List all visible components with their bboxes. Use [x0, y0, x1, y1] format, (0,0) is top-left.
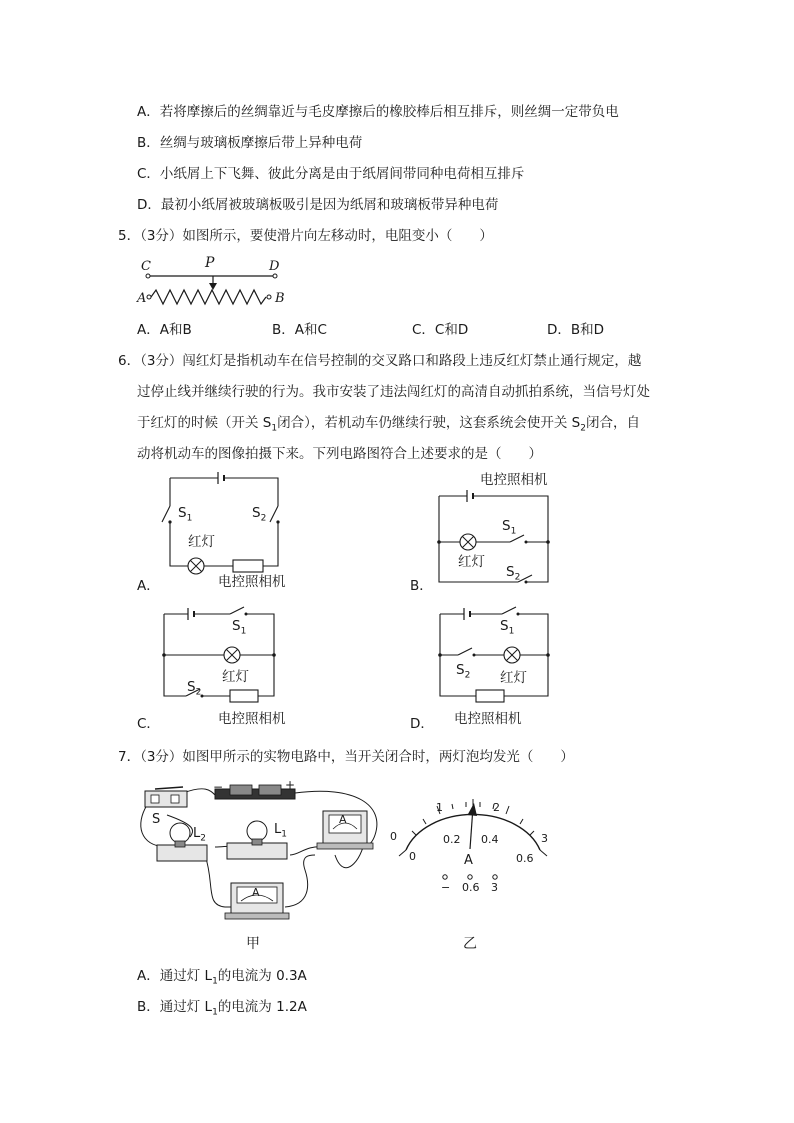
- circuit-d-lamp-label: 红灯: [500, 670, 527, 686]
- switch-s2: [458, 648, 472, 655]
- label-p: P: [205, 255, 215, 271]
- q5-option-d: D．B和D: [547, 322, 605, 338]
- terminal-c: [146, 274, 150, 278]
- q5-option-b: B．A和C: [272, 322, 327, 338]
- circuit-b-option: B．: [410, 578, 433, 594]
- battery-minus-label: −: [213, 780, 224, 794]
- circuit-d-s2: $S_2$: [456, 662, 471, 681]
- dial-top-3: 3: [541, 832, 548, 845]
- q5-stem: 5．（3分）如图所示，要使滑片向左移动时，电阻变小（ ）: [118, 228, 493, 244]
- circuit-c-camera-label: 电控照相机: [218, 711, 286, 727]
- circuit-c-s2: $S_2$: [187, 679, 202, 698]
- figure-jia-physical-circuit: [135, 775, 385, 935]
- label-c: C: [141, 259, 151, 274]
- dial-bottom-04: 0.4: [481, 833, 499, 846]
- dial-terminal-3: 3: [491, 881, 498, 894]
- circuit-a-lamp-label: 红灯: [188, 534, 215, 550]
- circuit-c: [158, 606, 283, 706]
- circuit-d-camera-label: 电控照相机: [454, 711, 522, 727]
- camera-box: [233, 560, 263, 572]
- battery-plus-label: +: [285, 778, 296, 792]
- q4-option-d: D．最初小纸屑被玻璃板吸引是因为纸屑和玻璃板带异种电荷: [137, 197, 499, 213]
- circuit-d: [432, 606, 557, 706]
- circuit-d-s1: $S_1$: [500, 618, 515, 637]
- circuit-a-option: A．: [137, 578, 160, 594]
- bulb-l1-icon: [247, 821, 267, 841]
- slider-arrow: [209, 283, 217, 290]
- dial-unit: A: [464, 853, 473, 868]
- q5-option-a: A．A和B: [137, 322, 192, 338]
- q4-option-b: B．丝绸与玻璃板摩擦后带上异种电荷: [137, 135, 363, 151]
- dial-terminal-06: 0.6: [462, 881, 480, 894]
- lamp-l1-base: [227, 843, 287, 859]
- switch-s1: [230, 607, 244, 614]
- battery-icon: [215, 789, 295, 799]
- switch-s2: [270, 506, 278, 522]
- circuit-a-s1: $S_1$: [178, 505, 193, 524]
- q7-stem: 7．（3分）如图甲所示的实物电路中，当开关闭合时，两灯泡均发光（ ）: [118, 749, 574, 765]
- ammeter-2-label: A: [252, 886, 260, 899]
- q6-stem-line4: 动将机动车的图像拍摄下来。下列电路图符合上述要求的是（ ）: [137, 446, 542, 462]
- circuit-c-option: C．: [137, 716, 160, 732]
- camera-box: [230, 690, 258, 702]
- circuit-b: [430, 488, 560, 593]
- circuit-a-s2: $S_2$: [252, 505, 267, 524]
- circuit-b-s1: $S_1$: [502, 518, 517, 537]
- ammeter-1-label: A: [339, 813, 347, 826]
- switch-s1: [502, 607, 516, 614]
- dial-top-1: 1: [436, 801, 443, 814]
- terminal-a: [147, 295, 151, 299]
- dial-bottom-06: 0.6: [516, 852, 534, 865]
- switch-s-label: S: [152, 812, 161, 827]
- q6-stem-line3: 于红灯的时候（开关 $S_1$闭合），若机动车仍继续行驶，这套系统会使开关 $S_2$闭合，自: [137, 415, 640, 434]
- circuit-d-option: D．: [410, 716, 434, 732]
- q6-stem-line1: 6．（3分）闯红灯是指机动车在信号控制的交叉路口和路段上违反红灯禁止通行规定，越: [118, 353, 642, 369]
- q7-option-a: A．通过灯 $L_1$的电流为 0.3A: [137, 968, 307, 987]
- q4-option-c: C．小纸屑上下飞舞、彼此分离是由于纸屑间带同种电荷相互排斥: [137, 166, 525, 182]
- label-b: B: [275, 291, 285, 306]
- q5-rheostat-figure: [135, 252, 295, 312]
- bulb-l2-icon: [170, 823, 190, 843]
- lamp-l1-label: $L_1$: [274, 822, 287, 840]
- figure-jia-caption: 甲: [246, 936, 260, 952]
- resistance-wire: [151, 290, 266, 304]
- switch-s1: [162, 506, 170, 522]
- q5-option-c: C．C和D: [412, 322, 469, 338]
- camera-box: [476, 690, 504, 702]
- dial-top-0: 0: [390, 830, 397, 843]
- circuit-c-lamp-label: 红灯: [222, 669, 249, 685]
- q4-option-a: A．若将摩擦后的丝绸靠近与毛皮摩擦后的橡胶棒后相互排斥，则丝绸一定带负电: [137, 104, 619, 120]
- dial-top-2: 2: [493, 801, 500, 814]
- dial-terminal-minus: −: [441, 881, 451, 894]
- circuit-b-s2: $S_2$: [506, 564, 521, 583]
- lamp-l2-label: $L_2$: [193, 826, 206, 844]
- label-d: D: [269, 259, 280, 274]
- lamp-l2-base: [157, 845, 207, 861]
- q6-stem-line2: 过停止线并继续行驶的行为。我市安装了违法闯红灯的高清自动抓拍系统，当信号灯处: [137, 384, 650, 400]
- circuit-b-camera-label: 电控照相机: [480, 472, 548, 488]
- terminal-d: [273, 274, 277, 278]
- label-a: A: [137, 291, 147, 306]
- figure-yi-caption: 乙: [463, 936, 477, 952]
- circuit-b-lamp-label: 红灯: [458, 554, 485, 570]
- dial-bottom-0: 0: [409, 850, 416, 863]
- terminal-b: [267, 295, 271, 299]
- circuit-c-s1: $S_1$: [232, 618, 247, 637]
- circuit-a-camera-label: 电控照相机: [218, 574, 286, 590]
- dial-arc: [406, 814, 540, 850]
- q7-option-b: B．通过灯 $L_1$的电流为 1.2A: [137, 999, 307, 1018]
- dial-bottom-02: 0.2: [443, 833, 461, 846]
